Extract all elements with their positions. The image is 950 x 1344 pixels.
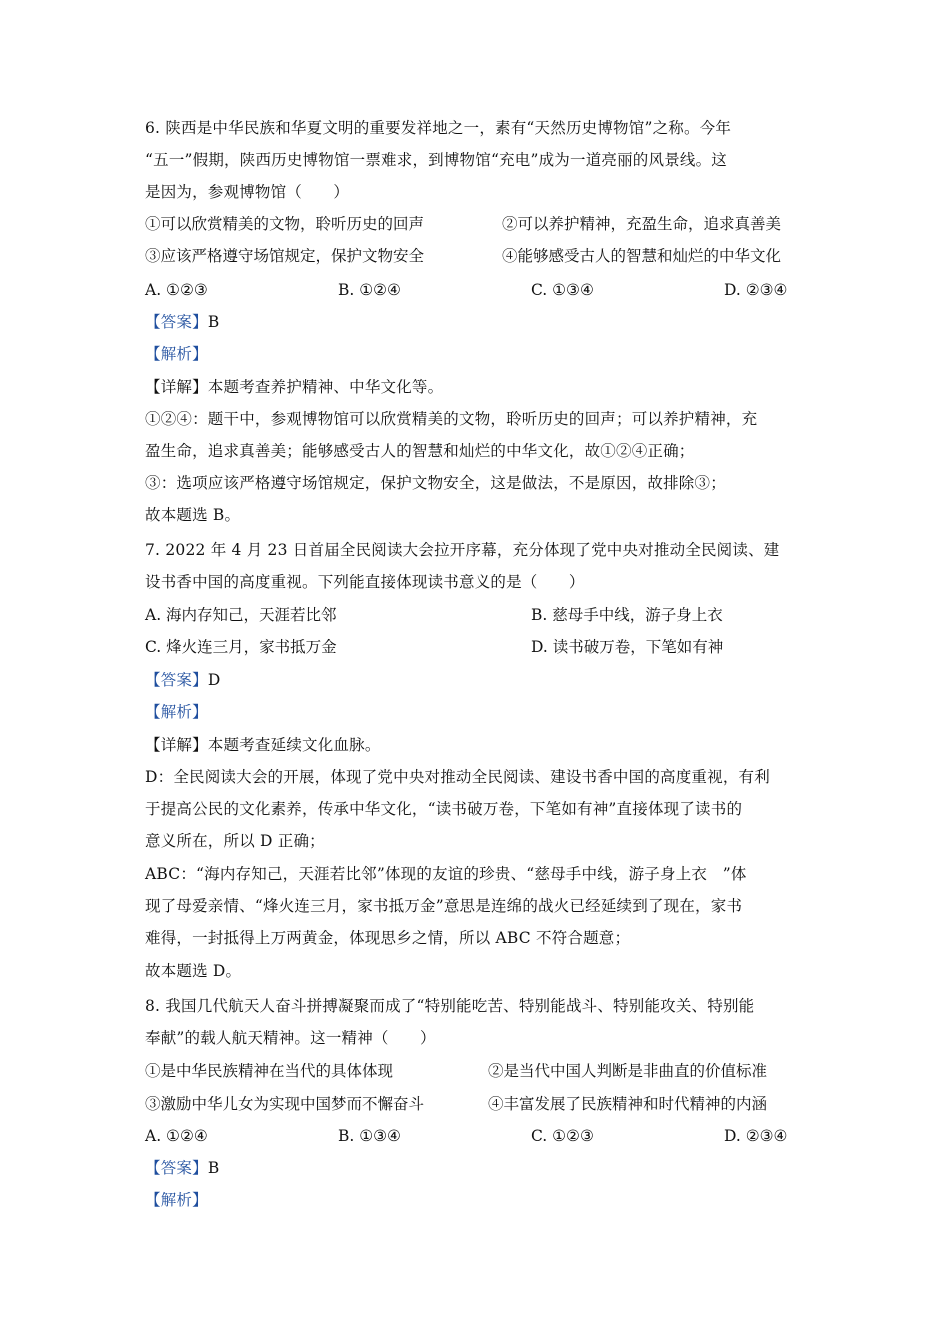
- answer-value: B: [207, 313, 220, 331]
- q8-option-c: C. ①②③: [531, 1127, 594, 1145]
- q6-item-4: ④能够感受古人的智慧和灿烂的中华文化: [502, 247, 782, 265]
- q8-option-d: D. ②③④: [724, 1127, 788, 1145]
- q6-option-c: C. ①③④: [531, 281, 594, 299]
- q6-detail-line-4: 故本题选 B。: [145, 506, 241, 524]
- q6-detail-head: [145, 377, 443, 397]
- q6-stem-line-3: 是因为，参观博物馆（ ）: [145, 183, 350, 201]
- q6-answer: [145, 312, 219, 332]
- q7-detail-line-1: D：全民阅读大会的开展，体现了党中央对推动全民阅读、建设书香中国的高度重视，有利: [145, 768, 770, 786]
- answer-tag: 【答案】: [145, 1159, 208, 1177]
- answer-value: D: [207, 671, 221, 689]
- q7-detail-line-2: 于提高公民的文化素养，传承中华文化，“读书破万卷，下笔如有神”直接体现了读书的: [145, 800, 743, 818]
- q7-stem-line-2: 设书香中国的高度重视。下列能直接体现读书意义的是（ ）: [145, 573, 585, 591]
- q8-item-4: ④丰富发展了民族精神和时代精神的内涵: [488, 1095, 768, 1113]
- q6-detail-line-2: 盈生命，追求真善美；能够感受古人的智慧和灿烂的中华文化，故①②④正确；: [145, 442, 695, 460]
- q7-answer: [145, 670, 220, 690]
- q7-option-a: A. 海内存知己，天涯若比邻: [145, 606, 337, 624]
- detail-tag: 【详解】: [145, 736, 208, 754]
- q6-analysis-tag: 【解析】: [145, 345, 208, 363]
- detail-head-text: 本题考查延续文化血脉。: [207, 736, 381, 754]
- q7-detail-line-6: 难得，一封抵得上万两黄金，体现思乡之情，所以 ABC 不符合题意；: [145, 929, 631, 947]
- q8-option-a: A. ①②④: [145, 1127, 208, 1145]
- q8-item-1: ①是中华民族精神在当代的具体体现: [145, 1062, 394, 1080]
- q7-detail-line-4: ABC：“海内存知己，天涯若比邻”体现的友谊的珍贵、“慈母手中线，游子身上衣 ”体: [145, 865, 747, 883]
- q7-option-b: B. 慈母手中线，游子身上衣: [531, 606, 723, 624]
- q6-stem-line-1: 6. 陕西是中华民族和华夏文明的重要发祥地之一，素有“天然历史博物馆”之称。今年: [145, 119, 732, 137]
- q7-detail-line-3: 意义所在，所以 D 正确；: [145, 832, 325, 850]
- q6-option-b: B. ①②④: [338, 281, 401, 299]
- q8-item-3: ③激励中华儿女为实现中国梦而不懈奋斗: [145, 1095, 425, 1113]
- q7-detail-line-5: 现了母爱亲情、“烽火连三月，家书抵万金”意思是连绵的战火已经延续到了现在，家书: [145, 897, 743, 915]
- q6-item-2: ②可以养护精神，充盈生命，追求真善美: [502, 215, 782, 233]
- answer-tag: 【答案】: [145, 671, 208, 689]
- q7-option-c: C. 烽火连三月，家书抵万金: [145, 638, 337, 656]
- q6-item-3: ③应该严格遵守场馆规定，保护文物安全: [145, 247, 425, 265]
- q7-detail-line-7: 故本题选 D。: [145, 962, 242, 980]
- q6-option-d: D. ②③④: [724, 281, 788, 299]
- answer-tag: 【答案】: [145, 313, 208, 331]
- q7-option-d: D. 读书破万卷，下笔如有神: [531, 638, 724, 656]
- q7-stem-line-1: 7. 2022 年 4 月 23 日首届全民阅读大会拉开序幕，充分体现了党中央对推动全民阅读、建: [145, 541, 780, 559]
- detail-tag: 【详解】: [145, 378, 208, 396]
- q8-stem-line-2: 奉献”的载人航天精神。这一精神（ ）: [145, 1029, 436, 1047]
- q7-detail-head: [145, 735, 381, 755]
- q8-answer: [145, 1158, 219, 1178]
- q8-analysis-tag: 【解析】: [145, 1191, 208, 1209]
- q8-item-2: ②是当代中国人判断是非曲直的价值标准: [488, 1062, 768, 1080]
- q6-detail-line-1: ①②④：题干中，参观博物馆可以欣赏精美的文物，聆听历史的回声；可以养护精神，充: [145, 410, 758, 428]
- q8-stem-line-1: 8. 我国几代航天人奋斗拼搏凝聚而成了“特别能吃苦、特别能战斗、特别能攻关、特别能: [145, 997, 755, 1015]
- detail-head-text: 本题考查养护精神、中华文化等。: [207, 378, 444, 396]
- q6-option-a: A. ①②③: [145, 281, 208, 299]
- q6-detail-line-3: ③：选项应该严格遵守场馆规定，保护文物安全，这是做法，不是原因，故排除③；: [145, 474, 726, 492]
- q6-stem-line-2: “五一”假期，陕西历史博物馆一票难求，到博物馆“充电”成为一道亮丽的风景线。这: [145, 151, 727, 169]
- q7-analysis-tag: 【解析】: [145, 703, 208, 721]
- q6-item-1: ①可以欣赏精美的文物，聆听历史的回声: [145, 215, 425, 233]
- answer-value: B: [207, 1159, 220, 1177]
- q8-option-b: B. ①③④: [338, 1127, 401, 1145]
